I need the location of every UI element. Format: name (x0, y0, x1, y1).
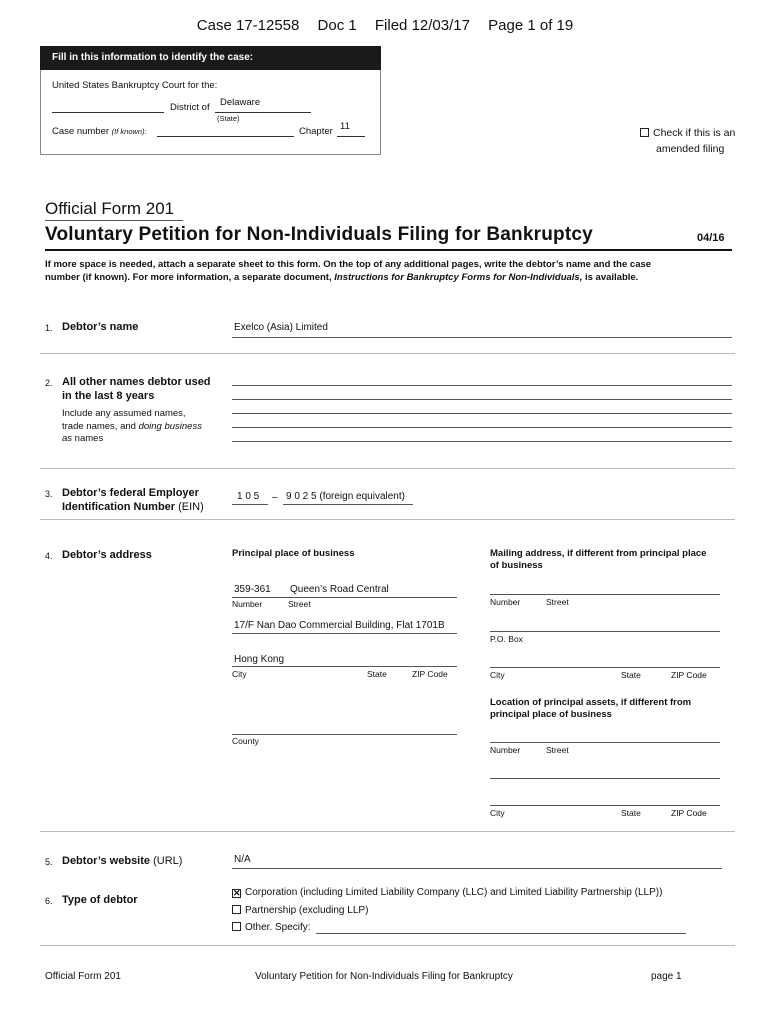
debtor-type-option-corporation[interactable] (232, 887, 662, 898)
case-number-field[interactable] (157, 126, 294, 137)
principal-street-field[interactable] (232, 597, 457, 598)
case-header (0, 17, 770, 34)
case-identification-title: Fill in this information to identify the case: (40, 46, 381, 70)
intro-line-2: number (if known). For more information, a separate document, Instructions for Bankruptcy Forms for Non-Individuals, is available. (45, 272, 639, 283)
street-number-value: 359-361 (234, 584, 271, 595)
case-number-label: Case number (If known): (52, 126, 147, 137)
other-name-field-1[interactable] (232, 385, 732, 386)
court-blank-line[interactable] (52, 102, 164, 113)
chapter-label: Chapter (299, 126, 333, 137)
city-value: Hong Kong (234, 654, 285, 665)
mailing-street-field[interactable] (490, 594, 720, 595)
q4-label: Debtor’s address (62, 549, 152, 561)
q1-number: 1. (45, 323, 53, 333)
form-intro (45, 258, 735, 284)
city-caption: City (232, 669, 247, 679)
intro-line-1: If more space is needed, attach a separate sheet to this form. On the top of any additional pages, write the debtor’s name and the case (45, 259, 652, 270)
section-divider (40, 945, 735, 946)
q5-label: Debtor’s website (URL) (62, 855, 183, 867)
county-field[interactable] (232, 734, 457, 735)
other-specify-field[interactable] (316, 933, 686, 934)
section-divider (40, 519, 735, 520)
assets-street-caption: Street (546, 745, 569, 755)
mailing-number-caption: Number (490, 597, 521, 607)
footer-page-number: page 1 (651, 971, 682, 982)
state-caption: (State) (217, 114, 240, 123)
assets-zip-caption: ZIP Code (671, 808, 707, 818)
number-caption: Number (232, 599, 263, 609)
assets-city-field[interactable] (490, 805, 720, 806)
assets-state-caption: State (621, 808, 641, 818)
other-label: Other. Specify: (245, 922, 311, 933)
q1-label: Debtor’s name (62, 321, 139, 333)
debtor-type-option-partnership[interactable] (232, 905, 368, 916)
q2-number: 2. (45, 378, 53, 388)
q6-number: 6. (45, 896, 53, 906)
ein-part1-value: 1 0 5 (237, 491, 260, 502)
corporation-label: Corporation (including Limited Liability Company (LLC) and Limited Liability Partnership (LLP)) (245, 887, 663, 898)
amended-checkbox[interactable] (640, 128, 649, 137)
location-assets-heading: Location of principal assets, if different from principal place of business (490, 697, 692, 720)
assets-street-line2-field[interactable] (490, 778, 720, 779)
title-rule (45, 249, 732, 251)
state-caption: State (367, 669, 387, 679)
form-revision: 04/16 (697, 232, 725, 244)
assets-street-field[interactable] (490, 742, 720, 743)
form-name-underline (45, 220, 183, 221)
ein-field-part1[interactable] (232, 504, 268, 505)
q2-label: All other names debtor used in the last 8 years (62, 376, 211, 402)
other-name-field-2[interactable] (232, 399, 732, 400)
doc-number-header: Doc 1 (317, 17, 357, 34)
q6-label: Type of debtor (62, 894, 138, 906)
debtor-name-field[interactable] (232, 337, 732, 338)
amended-label-line2: amended filing (656, 143, 725, 155)
mailing-city-field[interactable] (490, 667, 720, 668)
zip-caption: ZIP Code (412, 669, 448, 679)
court-label: United States Bankruptcy Court for the: (52, 80, 218, 91)
partnership-checkbox[interactable] (232, 905, 241, 914)
principal-place-heading: Principal place of business (232, 548, 355, 559)
mailing-address-heading: Mailing address, if different from principal place of business (490, 548, 707, 571)
page-count-header: Page 1 of 19 (488, 17, 574, 34)
section-divider (40, 353, 735, 354)
ein-part2-value: 9 0 2 5 (foreign equivalent) (286, 491, 405, 502)
mailing-state-caption: State (621, 670, 641, 680)
principal-street-line2-field[interactable] (232, 633, 457, 634)
partnership-label: Partnership (excluding LLP) (245, 905, 369, 916)
district-value: Delaware (220, 97, 261, 108)
section-divider (40, 831, 735, 832)
principal-city-field[interactable] (232, 666, 457, 667)
mailing-po-box-field[interactable] (490, 631, 720, 632)
section-divider (40, 468, 735, 469)
amended-filing-option[interactable] (640, 125, 735, 157)
assets-number-caption: Number (490, 745, 521, 755)
debtor-name-value: Exelco (Asia) Limited (234, 322, 328, 333)
footer-form-title: Voluntary Petition for Non-Individuals Filing for Bankruptcy (255, 971, 513, 982)
district-field[interactable] (215, 97, 311, 113)
q3-label: Debtor’s federal Employer Identification Number (EIN) (62, 487, 204, 513)
website-field[interactable] (232, 868, 722, 869)
other-name-field-3[interactable] (232, 413, 732, 414)
case-number-header: Case 17-12558 (196, 17, 300, 34)
q3-number: 3. (45, 489, 53, 499)
mailing-city-caption: City (490, 670, 505, 680)
footer-form-name: Official Form 201 (45, 971, 121, 982)
mailing-street-caption: Street (546, 597, 569, 607)
q4-number: 4. (45, 551, 53, 561)
ein-field-part2[interactable] (283, 504, 413, 505)
district-label: District of (170, 102, 210, 113)
q5-number: 5. (45, 857, 53, 867)
case-number-hint: (If known): (111, 127, 147, 136)
official-form-name: Official Form 201 (45, 199, 175, 218)
debtor-type-option-other[interactable] (232, 922, 311, 933)
street-name-value: Queen’s Road Central (290, 584, 389, 595)
chapter-value: 11 (340, 121, 350, 132)
amended-label-line1: Check if this is an (653, 127, 736, 139)
q2-subtext: Include any assumed names, trade names, and doing business as names (62, 408, 202, 444)
chapter-field[interactable] (337, 122, 365, 137)
other-name-field-5[interactable] (232, 441, 732, 442)
mailing-zip-caption: ZIP Code (671, 670, 707, 680)
assets-city-caption: City (490, 808, 505, 818)
other-name-field-4[interactable] (232, 427, 732, 428)
form-title: Voluntary Petition for Non-Individuals Filing for Bankruptcy (45, 224, 593, 245)
street-caption: Street (288, 599, 311, 609)
other-checkbox[interactable] (232, 922, 241, 931)
corporation-checkbox[interactable]: ✕ (233, 888, 241, 898)
po-box-caption: P.O. Box (490, 634, 523, 644)
website-value: N/A (234, 854, 251, 865)
street-line2-value: 17/F Nan Dao Commercial Building, Flat 1701B (234, 620, 445, 631)
county-caption: County (232, 736, 259, 746)
filed-date-header: Filed 12/03/17 (374, 17, 470, 34)
ein-separator: – (272, 492, 278, 503)
